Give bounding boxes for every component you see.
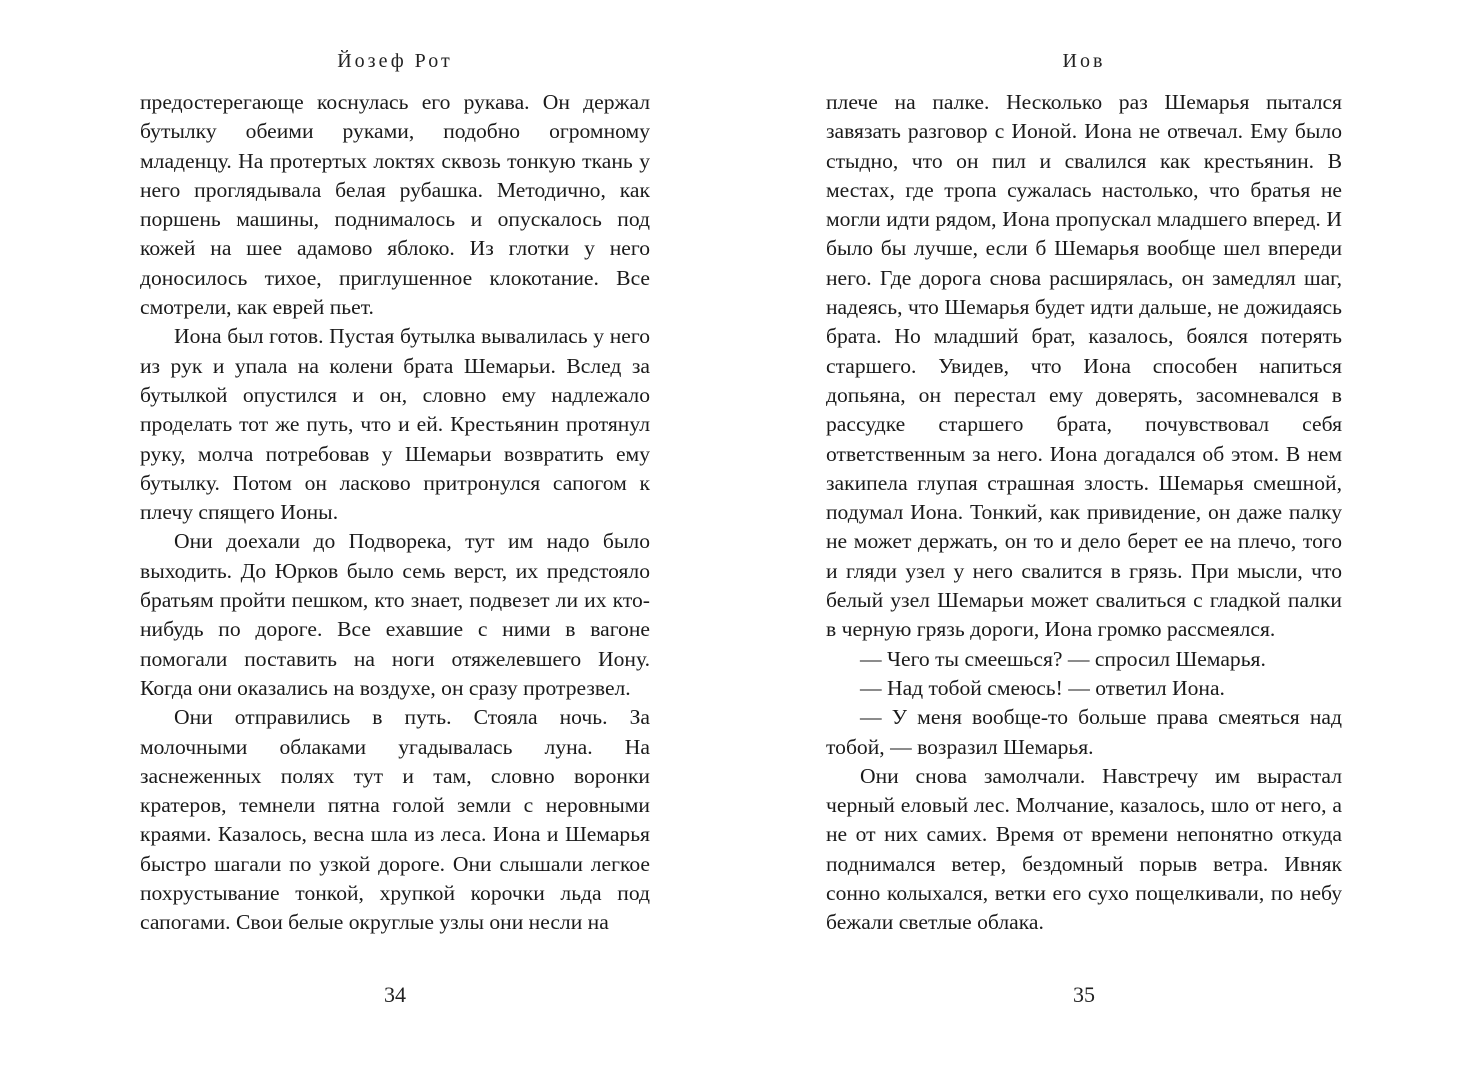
- paragraph: Они отправились в путь. Стояла ночь. За молочными облаками угадывалась луна. На заснеженных полях тут и там, словно воронки кратеров, темнели пятна голой земли с неровными краями. Казалось, весна шла из леса. Иона и Шемарья быстро шагали по узкой дороге. Они слышали легкое похрустывание тонкой, хрупкой корочки льда под сапогами. Свои белые округлые узлы они несли на: [140, 705, 650, 935]
- left-page-text: [140, 88, 650, 938]
- dialogue-line: — Над тобой смеюсь! — ответил Иона.: [860, 675, 1225, 700]
- paragraph: Они снова замолчали. Навстречу им вырастал черный еловый лес. Молчание, казалось, шло от него, а не от них самих. Время от времени непонятно откуда поднимался ветер, бездомный порыв ветра. Ивняк сонно колыхался, ветки его сухо пощелкивали, по небу бежали светлые облака.: [826, 763, 1342, 935]
- dialogue-line: — У меня вообще-то больше права смеяться над тобой, — возразил Шемарья.: [826, 705, 1342, 759]
- paragraph: плече на палке. Несколько раз Шемарья пытался завязать разговор с Ионой. Иона не отвечал. Ему было стыдно, что он пил и свалился как крестьянин. В местах, где тропа сужалась настолько, что братья не могли идти рядом, Иона пропускал младшего вперед. И было бы лучше, если б Шемарья вообще шел впереди него. Где дорога снова расширялась, он замедлял шаг, надеясь, что Шемарья будет идти дальше, не дожидаясь брата. Но младший брат, казалось, боялся потерять старшего. Увидев, что Иона способен напиться допьяна, он перестал ему доверять, засомневался в рассудке старшего брата, почувствовал себя ответственным за него. Иона догадался об этом. В нем закипела глупая страшная злость. Шемарья смешной, подумал Иона. Тонкий, как привидение, он даже палку не может держать, он то и дело берет ее на плечо, того и гляди узел у него свалится в грязь. При мысли, что белый узел Шемарьи может свалиться с гладкой палки в черную грязь дороги, Иона громко рассмеялся.: [826, 90, 1342, 642]
- page-number: 34: [384, 982, 406, 1007]
- page-number: 35: [1073, 982, 1095, 1007]
- right-page-text: [826, 88, 1342, 938]
- paragraph: Иона был готов. Пустая бутылка вывалилась у него из рук и упала на колени брата Шемарьи. Вслед за бутылкой опустился и он, словно ему надлежало проделать тот же путь, что и ей. Крестьянин протянул руку, молча потребовав у Шемарьи возвратить ему бутылку. Потом он ласково притронулся сапогом к плечу спящего Ионы.: [140, 324, 650, 525]
- paragraph: Они доехали до Подворека, тут им надо было выходить. До Юрков было семь верст, их предстояло братьям пройти пешком, кто знает, подвезет ли их кто-нибудь по дороге. Все ехавшие с ними в вагоне помогали поставить на ноги отяжелевшего Иону. Когда они оказались на воздухе, он сразу протрезвел.: [140, 529, 650, 700]
- running-head-author: Йозеф Рот: [337, 50, 453, 72]
- paragraph: предостерегающе коснулась его рукава. Он держал бутылку обеими руками, подобно огромному младенцу. На протертых локтях сквозь тонкую ткань у него проглядывала белая рубашка. Методично, как поршень машины, поднималось и опускалось под кожей на шее адамово яблоко. Из глотки у него доносилось тихое, приглушенное клокотание. Все смотрели, как еврей пьет.: [140, 90, 650, 320]
- running-head-title: Иов: [1062, 50, 1106, 72]
- left-page: [140, 0, 650, 1080]
- dialogue-line: — Чего ты смеешься? — спросил Шемарья.: [860, 646, 1266, 671]
- right-page: [826, 0, 1342, 1080]
